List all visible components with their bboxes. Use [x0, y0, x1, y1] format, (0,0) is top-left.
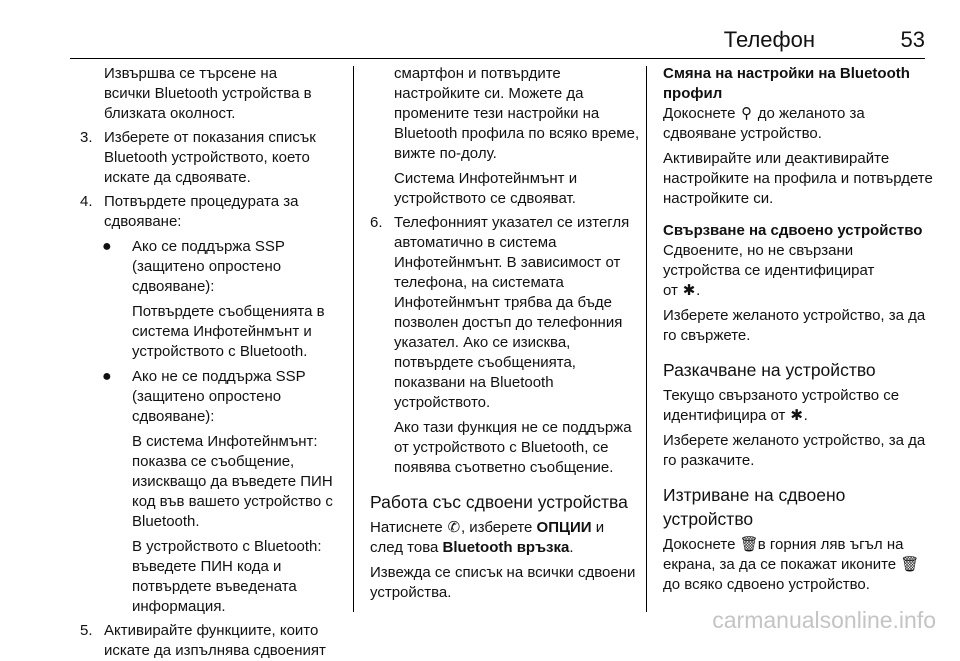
- bullet-2: [80, 367, 348, 617]
- section-heading-paired-devices: Работа със сдвоени устройства: [370, 492, 628, 512]
- connect-paragraph-2: Изберете желаното устройство, за да го свържете.: [663, 307, 926, 344]
- intro-line-3: близката околност.: [104, 105, 236, 122]
- step-4-number: 4.: [80, 193, 93, 210]
- step-6-text: Телефонният указател се изтегля автоматично в система Инфотейнмънт. В зависимост от телефона, на системата Инфотейнмънт трябва да бъде позволен достъп до телефонния указател. Ако се изисква, потвърдете съобщенията, показвани на Bluetooth устройството.: [394, 214, 630, 411]
- intro-line-1: Извършва се търсене на: [104, 65, 278, 82]
- text-run: .: [696, 282, 701, 299]
- connect-paragraph-line-2: устройства се идентифицират: [663, 262, 875, 279]
- bullet-1-detail: Потвърдете съобщенията в система Инфотейнмънт и устройството с Bluetooth.: [132, 303, 325, 360]
- change-profile-paragraph-2: Активирайте или деактивирайте настройките на профила и потвърдете настройките си.: [663, 150, 933, 207]
- step-4-text: Потвърдете процедурата за сдвояване:: [104, 193, 299, 230]
- step-5-number: 5.: [80, 622, 93, 639]
- column-2: [370, 64, 640, 603]
- page-header: [70, 23, 925, 57]
- text-run: от: [663, 282, 678, 299]
- text-run: до всяко сдвоено устройство.: [663, 576, 870, 593]
- trash-icon: 🗑: [739, 536, 759, 553]
- bullet-2-detail-1: В система Инфотейнмънт: показва се съобщение, изискващо да въведете ПИН код във вашето устройство с Bluetooth.: [132, 433, 333, 530]
- continuation-2: Система Инфотейнмънт и устройството се сдвояват.: [394, 170, 578, 207]
- step-6-note: Ако тази функция не се поддържа от устройството с Bluetooth, се появява съответно съобщение.: [394, 419, 632, 476]
- section-heading-disconnect: Разкачване на устройство: [663, 360, 876, 380]
- step-5-text: Активирайте функциите, които искате да изпълнява сдвоеният: [104, 622, 326, 659]
- text-run: Текущо свързаното устройство се идентифицира от: [663, 387, 900, 424]
- bullet-dot-icon: ●: [102, 368, 112, 385]
- page-number: 53: [900, 27, 925, 52]
- trash-icon: 🗑: [900, 556, 920, 573]
- disconnect-paragraph-2: Изберете желаното устройство, за да го разкачите.: [663, 432, 926, 469]
- delete-paragraph: [663, 535, 933, 595]
- paired-paragraph-2: Извежда се списък на всички сдвоени устройства.: [370, 564, 636, 601]
- bullet-1-text: Ако се поддържа SSP (защитено опростено сдвояване):: [132, 238, 285, 295]
- phone-icon: ✆: [447, 519, 461, 536]
- bluetooth-connection-label: Bluetooth връзка: [442, 539, 570, 556]
- column-divider-2: [646, 66, 647, 612]
- paired-paragraph-1: [370, 518, 640, 558]
- bullet-1: [80, 237, 348, 362]
- column-3: [663, 64, 933, 595]
- options-label: ОПЦИИ: [536, 519, 592, 536]
- change-profile-paragraph-1: [663, 104, 933, 144]
- text-run: .: [803, 407, 808, 424]
- bluetooth-icon: ✱: [682, 282, 696, 299]
- column-1: [80, 64, 348, 661]
- continuation-1: смартфон и потвърдите настройките си. Можете да промените тези настройки на Bluetooth профила по всяко време, вижте по-долу.: [394, 65, 640, 162]
- watermark: carmanualsonline.info: [712, 607, 936, 633]
- header-rule: [70, 58, 925, 59]
- bullet-2-text: Ако не се поддържа SSP (защитено опростено сдвояване):: [132, 368, 306, 425]
- settings-icon: ⚲: [741, 105, 753, 122]
- text-run: Докоснете: [663, 536, 736, 553]
- step-3-number: 3.: [80, 129, 93, 146]
- bullet-2-detail-2: В устройството с Bluetooth: въведете ПИН кода и потвърдете въведената информация.: [132, 538, 322, 615]
- connect-paragraph-line-3: [663, 281, 933, 301]
- text-run: в горния ляв ъгъл на екрана, за да се покажат иконите: [663, 536, 904, 573]
- bullet-dot-icon: ●: [102, 238, 112, 255]
- step-6-number: 6.: [370, 214, 383, 231]
- page-title: Телефон: [723, 27, 815, 52]
- bluetooth-connected-icon: ✱: [790, 407, 803, 424]
- text-run: Натиснете: [370, 519, 443, 536]
- text-run: .: [569, 539, 574, 556]
- text-run: и: [595, 519, 605, 536]
- section-heading-delete: Изтриване на сдвоено устройство: [663, 485, 846, 529]
- step-3: [80, 128, 348, 188]
- intro-line-2: всички Bluetooth устройства в: [104, 85, 312, 102]
- step-5: [80, 621, 348, 661]
- heading-connect-paired: Свързване на сдвоено устройство: [663, 222, 923, 239]
- column-divider-1: [353, 66, 354, 612]
- step-4: [80, 192, 348, 232]
- heading-change-profile: Смяна на настройки на Bluetooth профил: [663, 65, 910, 102]
- text-run: , изберете: [460, 519, 533, 536]
- text-run: след това: [370, 539, 439, 556]
- text-run: Докоснете: [663, 105, 736, 122]
- text-run: до желаното за сдвояване устройство.: [663, 105, 865, 142]
- connect-paragraph-line-1: Сдвоените, но не свързани: [663, 242, 854, 259]
- disconnect-paragraph-1: [663, 386, 933, 426]
- step-3-text: Изберете от показания списък Bluetooth устройството, което искате да сдвоявате.: [104, 129, 316, 186]
- step-6: [370, 213, 640, 413]
